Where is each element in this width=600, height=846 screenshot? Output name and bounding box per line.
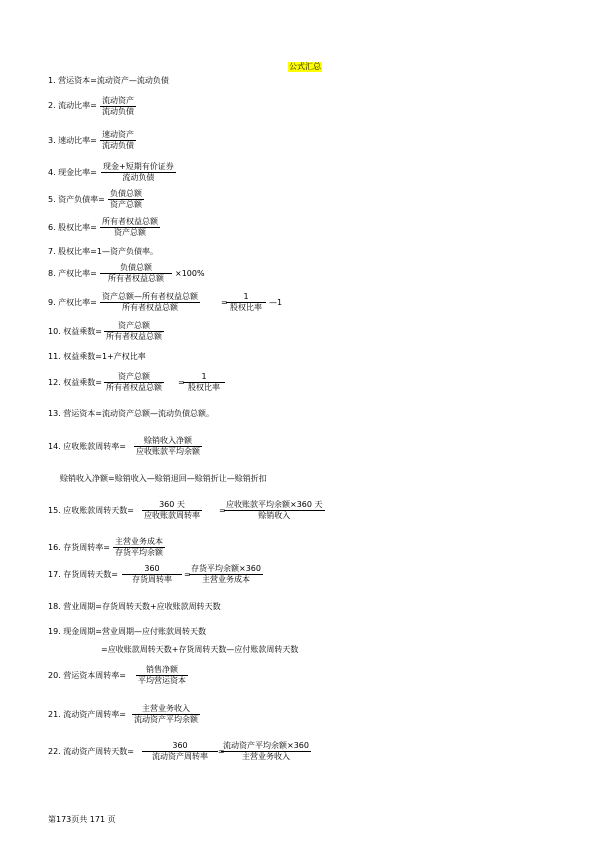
formula-20-denominator: 平均营运资本 [138, 676, 186, 685]
formula-22-numerator-2: 流动资产平均余额×360 [223, 741, 309, 750]
formula-12-label: 12. 权益乘数= [48, 378, 102, 387]
formula-17-denominator-2: 主营业务成本 [201, 575, 250, 584]
formula-14-denominator: 应收账款平均余额 [136, 447, 200, 456]
formula-12-equals: = [178, 378, 185, 387]
formula-6-numerator: 所有者权益总额 [102, 217, 158, 226]
formula-19: 19. 现金周期=营业周期—应付账款周转天数 [48, 627, 206, 636]
formula-1: 1. 营运资本=流动资产—流动负债 [48, 76, 169, 85]
formula-9-fraction [100, 292, 200, 313]
formula-7: 7. 股权比率=1—资产负债率。 [48, 247, 158, 256]
formula-14-note: 赊销收入净额=赊销收入—赊销退回—赊销折让—赊销折扣 [60, 474, 267, 483]
formula-15-fraction-2 [224, 500, 325, 521]
formula-4-numerator: 现金+短期有价证券 [103, 162, 174, 171]
formula-20-label: 20. 营运资本周转率= [48, 671, 126, 680]
formula-17-equals: = [184, 570, 191, 579]
formula-3-fraction [100, 130, 136, 151]
formula-17-numerator-2: 存货平均余额×360 [191, 564, 261, 573]
formula-12-fraction-2 [183, 372, 225, 393]
formula-12-numerator-2: 1 [183, 372, 225, 383]
formula-22-denominator-2: 主营业务收入 [241, 752, 290, 761]
formula-2-fraction [100, 96, 136, 117]
formula-17-denominator: 存货周转率 [132, 575, 172, 584]
formula-15-numerator-2: 应收账款平均余额×360 天 [226, 500, 323, 509]
formula-22-numerator: 360 [142, 741, 218, 752]
formula-11: 11. 权益乘数=1+产权比率 [48, 352, 146, 361]
formula-15-denominator-2: 赊销收入 [258, 511, 291, 520]
formula-3-denominator: 流动负债 [102, 141, 134, 150]
formula-12-numerator: 资产总额 [104, 372, 164, 383]
formula-5-fraction [108, 189, 144, 210]
formula-22-fraction [142, 741, 218, 762]
formula-6-denominator: 资产总额 [114, 228, 146, 237]
formula-15-denominator: 应收账款周转率 [144, 511, 200, 520]
formula-2-label: 2. 流动比率= [48, 101, 97, 110]
formula-8-denominator: 所有者权益总额 [108, 274, 164, 283]
formula-9-numerator-2: 1 [226, 292, 266, 303]
formula-2-denominator: 流动负债 [102, 107, 134, 116]
formula-6-fraction [100, 217, 160, 238]
formula-4-label: 4. 现金比率= [48, 168, 97, 177]
formula-15-label: 15. 应收账款周转天数= [48, 506, 134, 515]
formula-2-numerator: 流动资产 [102, 96, 134, 105]
formula-18: 18. 营业周期=存货周转天数+应收账款周转天数 [48, 602, 221, 611]
page-title: 公式汇总 [289, 62, 321, 71]
formula-17-numerator: 360 [122, 564, 182, 575]
formula-9-denominator-2: 股权比率 [230, 303, 262, 312]
formula-9-fraction-2 [226, 292, 266, 313]
formula-9-denominator: 所有者权益总额 [122, 303, 178, 312]
formula-21-label: 21. 流动资产周转率= [48, 710, 126, 719]
formula-16-numerator: 主营业务成本 [115, 537, 163, 546]
formula-14-numerator: 赊销收入净额 [134, 436, 202, 447]
formula-4-fraction [101, 162, 176, 183]
formula-17-fraction [122, 564, 182, 585]
formula-9-equals: = [221, 298, 228, 307]
formula-22-fraction-2 [221, 741, 311, 762]
formula-22-equals: = [218, 747, 225, 756]
formula-3-label: 3. 速动比率= [48, 136, 97, 145]
formula-21-denominator: 流动资产平均余额 [134, 715, 198, 724]
formula-15-numerator: 360 天 [142, 500, 202, 511]
formula-3-numerator: 速动资产 [102, 130, 134, 139]
formula-17-fraction-2 [189, 564, 263, 585]
formula-20-fraction [136, 665, 188, 686]
formula-13: 13. 营运资本=流动资产总额—流动负债总额。 [48, 409, 214, 418]
formula-8-fraction [100, 263, 172, 284]
formula-9-numerator: 资产总额—所有者权益总额 [102, 292, 198, 301]
formula-5-denominator: 资产总额 [110, 200, 142, 209]
formula-16-denominator: 存货平均余额 [115, 548, 163, 557]
formula-10-fraction [104, 321, 164, 342]
formula-14-fraction [134, 436, 202, 457]
formula-22-label: 22. 流动资产周转天数= [48, 747, 134, 756]
formula-21-fraction [132, 704, 200, 725]
formula-5-label: 5. 资产负债率= [48, 195, 105, 204]
formula-14-label: 14. 应收账款周转率= [48, 442, 126, 451]
formula-22-denominator: 流动资产周转率 [152, 752, 208, 761]
formula-10-denominator: 所有者权益总额 [106, 332, 162, 341]
formula-21-numerator: 主营业务收入 [132, 704, 200, 715]
formula-6-label: 6. 股权比率= [48, 223, 97, 232]
formula-10-label: 10. 权益乘数= [48, 327, 102, 336]
formula-16-fraction [113, 537, 165, 558]
formula-8-numerator: 负债总额 [100, 263, 172, 274]
formula-8-label: 8. 产权比率= [48, 269, 97, 278]
formula-16-label: 16. 存货周转率= [48, 543, 110, 552]
formula-12-denominator: 所有者权益总额 [106, 383, 162, 392]
formula-12-denominator-2: 股权比率 [188, 383, 220, 392]
formula-10-numerator: 资产总额 [104, 321, 164, 332]
formula-17-label: 17. 存货周转天数= [48, 570, 118, 579]
formula-5-numerator: 负债总额 [110, 189, 142, 198]
formula-9-label: 9. 产权比率= [48, 298, 97, 307]
formula-19-continuation: =应收账款周转天数+存货周转天数—应付账款周转天数 [101, 645, 299, 654]
formula-20-numerator: 销售净额 [136, 665, 188, 676]
formula-9-suffix: —1 [269, 298, 283, 307]
formula-8-suffix: ×100% [175, 269, 205, 278]
formula-15-equals: = [219, 506, 226, 515]
formula-12-fraction [104, 372, 164, 393]
formula-15-fraction [142, 500, 202, 521]
formula-4-denominator: 流动负债 [122, 173, 155, 182]
page-footer: 第173页共 171 页 [48, 815, 116, 824]
